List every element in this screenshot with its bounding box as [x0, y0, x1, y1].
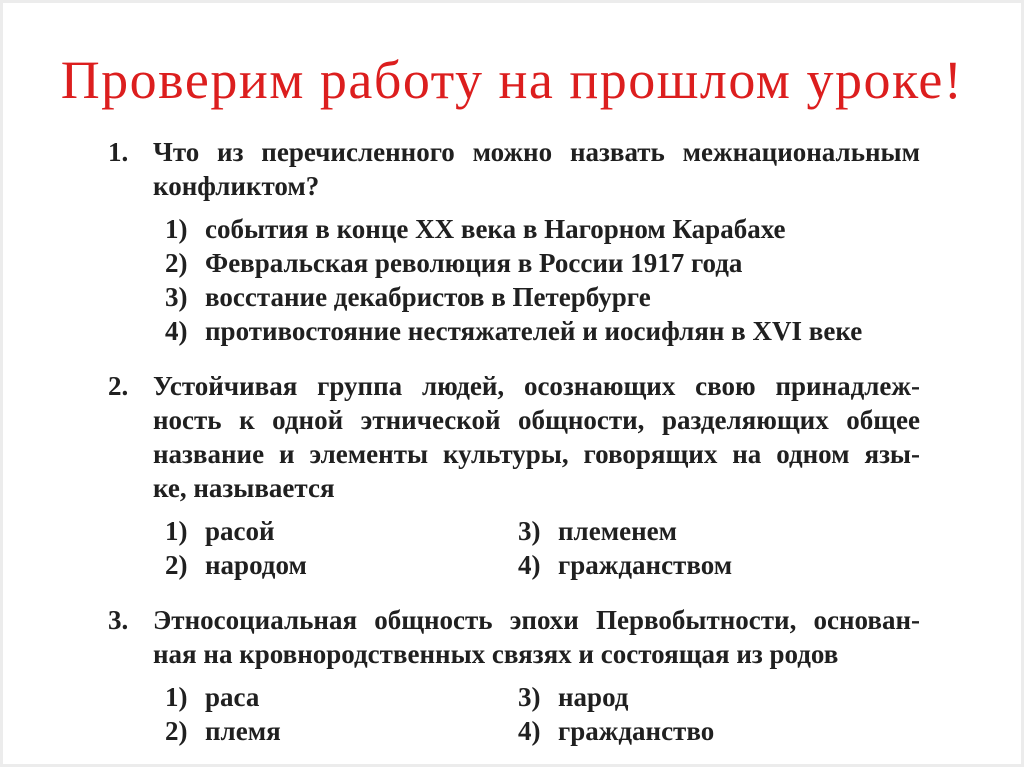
option-item: [165, 280, 920, 314]
option-label: Февральская революция в России 1917 года: [205, 248, 743, 279]
text-line: Что из перечисленного можно назвать межнациональным: [153, 137, 920, 168]
option-number: 3): [165, 282, 188, 313]
option-item: [165, 548, 518, 582]
question-3-body: [153, 603, 920, 748]
option-item: [518, 514, 920, 548]
question-1-body: [153, 135, 920, 348]
text-line: конфликтом?: [153, 171, 320, 202]
option-number: 2): [165, 716, 188, 747]
question-1-options: [153, 212, 920, 348]
option-number: 4): [518, 550, 541, 581]
option-label: племя: [205, 716, 281, 747]
option-label: племенем: [558, 516, 677, 547]
option-label: противостояние нестяжателей и иосифлян в XVI веке: [205, 316, 863, 347]
option-number: 1): [165, 682, 188, 713]
question-1: [3, 135, 1021, 348]
option-number: 2): [165, 248, 188, 279]
question-3-options: [153, 680, 920, 748]
option-label: гражданством: [558, 550, 733, 581]
option-item: [165, 314, 920, 348]
option-number: 3): [518, 516, 541, 547]
question-2-number: 2.: [108, 371, 129, 402]
option-number: 1): [165, 214, 188, 245]
quiz-body: [3, 135, 1021, 748]
question-2-text: [153, 369, 920, 505]
option-item: [518, 714, 920, 748]
option-label: народ: [558, 682, 629, 713]
text-line: Устойчивая группа людей, осознающих свою принадлеж-: [153, 371, 920, 402]
option-item: [518, 548, 920, 582]
text-line: Этносоциальная общность эпохи Первобытности, основан-: [153, 605, 920, 636]
option-item: [165, 246, 920, 280]
question-1-number: 1.: [108, 137, 129, 168]
option-number: 1): [165, 516, 188, 547]
question-1-text: [153, 135, 920, 203]
question-3-number: 3.: [108, 605, 129, 636]
option-item: [518, 680, 920, 714]
text-line: название и элементы культуры, говорящих на одном язы-: [153, 439, 920, 470]
option-label: раса: [205, 682, 260, 713]
question-2: [3, 369, 1021, 582]
option-number: 4): [165, 316, 188, 347]
option-item: [165, 212, 920, 246]
option-label: события в конце XX века в Нагорном Карабахе: [205, 214, 786, 245]
option-number: 4): [518, 716, 541, 747]
slide: [3, 3, 1021, 748]
text-line: ность к одной этнической общности, разделяющих общее: [153, 405, 920, 436]
option-number: 3): [518, 682, 541, 713]
question-2-body: [153, 369, 920, 582]
option-item: [165, 514, 518, 548]
text-line: ная на кровнородственных связях и состоящая из родов: [153, 639, 839, 670]
option-label: гражданство: [558, 716, 715, 747]
slide-title: Проверим работу на прошлом уроке!: [60, 50, 964, 110]
option-item: [165, 714, 518, 748]
option-label: расой: [205, 516, 275, 547]
option-item: [165, 680, 518, 714]
option-number: 2): [165, 550, 188, 581]
option-label: народом: [205, 550, 307, 581]
text-line: ке, называется: [153, 473, 335, 504]
question-2-options: [153, 514, 920, 582]
question-3-text: [153, 603, 920, 671]
option-label: восстание декабристов в Петербурге: [205, 282, 651, 313]
question-3: [3, 603, 1021, 748]
